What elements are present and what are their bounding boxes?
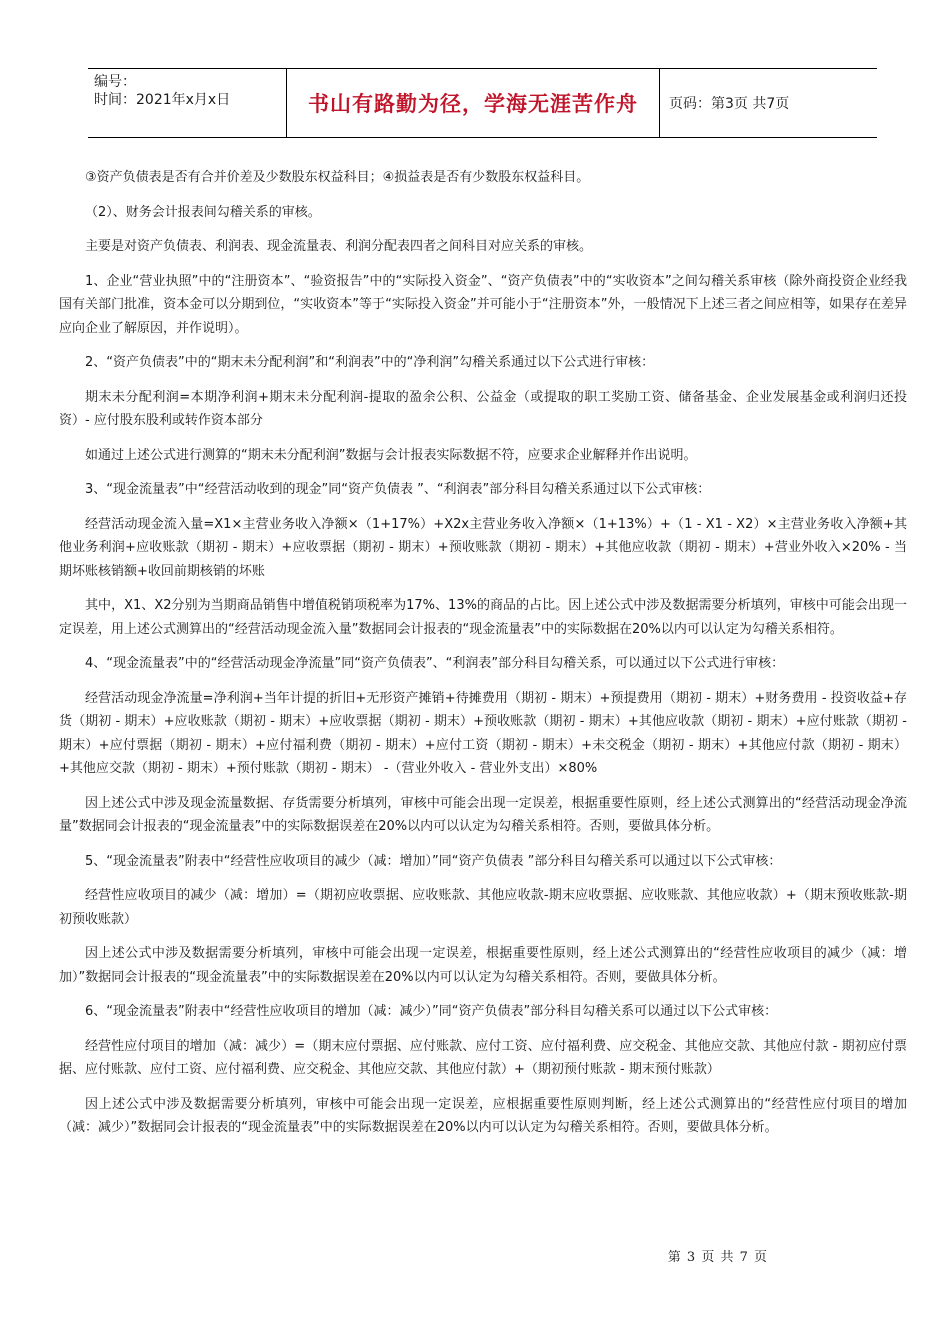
page-footer: 第 3 页 共 7 页 [667,1250,768,1265]
paragraph: 6、“现金流量表”附表中“经营性应收项目的增加（减：减少）”同“资产负债表”部分科目勾稽关系可以通过以下公式审核： [85,1004,778,1019]
header-page-code: 页码：第3页 共7页 [669,96,790,112]
paragraph: 经营活动现金净流量=净利润+当年计提的折旧+无形资产摊销+待摊费用（期初 - 期末）+预提费用（期初 - 期末）+财务费用 - 投资收益+存货（期初 - 期末）+应收账款（期初 - 期末）+应收票据（期初 - 期末）+预收账款（期初 - 期末）+其他应收款（期初 - 期末）+应付账款（期初 - 期末）+应付票据（期初 - 期末）+应付福利费（期初 - 期末）+应付工资（期初 - 期末）+未交税金（期初 - 期末）+其他应付款（期初 - 期末）+其他应交款（期初 - 期末）+预付账款（期初 - 期末） -（营业外收入 - 营业外支出）×80% [59,690,907,776]
paragraph: 因上述公式中涉及数据需要分析填列，审核中可能会出现一定误差，应根据重要性原则判断，经上述公式测算出的“经营性应付项目的增加（减：减少）”数据同会计报表的“现金流量表”中的实际数据误差在20%以内可以认定为勾稽关系相符。否则，要做具体分析。 [59,1096,907,1135]
paragraph: （2）、财务会计报表间勾稽关系的审核。 [85,204,321,220]
paragraph: 如通过上述公式进行测算的“期末未分配利润”数据与会计报表实际数据不符，应要求企业解释并作出说明。 [85,447,697,463]
paragraph: 4、“现金流量表”中的“经营活动现金净流量”同“资产负债表”、“利润表”部分科目勾稽关系，可以通过以下公式进行审核： [85,656,785,671]
paragraph: 经营性应收项目的减少（减：增加）=（期初应收票据、应收账款、其他应收款-期末应收票据、应收账款、其他应收款）+（期末预收账款-期初预收账款） [59,888,907,927]
paragraph: 1、企业“营业执照”中的“注册资本”、“验资报告”中的“实际投入资金”、“资产负债表”中的“实收资本”之间勾稽关系审核（除外商投资企业经我国有关部门批准，资本金可以分期到位，“实收资本”等于“实际投入资金”并可能小于“注册资本”外，一般情况下上述三者之间应相等，如果存在差异应向企业了解原因，并作说明）。 [59,273,907,336]
page-header [88,68,877,138]
paragraph: 经营性应付项目的增加（减：减少）=（期末应付票据、应付账款、应付工资、应付福利费、应交税金、其他应交款、其他应付款 - 期初应付票据、应付账款、应付工资、应付福利费、应交税金、其他应交款、其他应付款）+（期初预付账款 - 期末预付账款） [59,1038,907,1077]
header-meta-cell [88,69,287,137]
paragraph: 5、“现金流量表”附表中“经营性应收项目的减少（减：增加）”同“资产负债表 ”部分科目勾稽关系可以通过以下公式审核： [85,853,782,869]
document-time-label: 时间：2021年x月x日 [94,92,231,108]
header-motto-cell [287,69,660,137]
paragraph: 主要是对资产负债表、利润表、现金流量表、利润分配表四者之间科目对应关系的审核。 [85,239,593,254]
header-page-cell [661,69,877,137]
paragraph: 其中，X1、X2分别为当期商品销售中增值税销项税率为17%、13%的商品的占比。因上述公式中涉及数据需要分析填列，审核中可能会出现一定误差，用上述公式测算出的“经营活动现金流入量”数据同会计报表的“现金流量表”中的实际数据在20%以内可以认定为勾稽关系相符。 [59,598,907,637]
paragraph: 因上述公式中涉及现金流量数据、存货需要分析填列，审核中可能会出现一定误差，根据重要性原则，经上述公式测算出的“经营活动现金净流量”数据同会计报表的“现金流量表”中的实际数据误差在20%以内可以认定为勾稽关系相符。否则，要做具体分析。 [59,795,907,834]
document-number-label: 编号： [94,74,136,90]
paragraph: 经营活动现金流入量=X1×主营业务收入净额×（1+17%）+X2x主营业务收入净额×（1+13%）+（1 - X1 - X2）×主营业务收入净额+其他业务利润+应收账款（期初 - 期末）+应收票据（期初 - 期末）+预收账款（期初 - 期末）+其他应收款（期初 - 期末）+营业外收入×20% - 当期坏账核销额+收回前期核销的坏账 [59,516,907,579]
paragraph: 2、“资产负债表”中的“期末未分配利润”和“利润表”中的“净利润”勾稽关系通过以下公式进行审核： [85,355,655,370]
paragraph: ③资产负债表是否有合并价差及少数股东权益科目；④损益表是否有少数股东权益科目。 [85,170,590,185]
paragraph: 3、“现金流量表”中“经营活动收到的现金”同“资产负债表 ”、“利润表”部分科目勾稽关系通过以下公式审核： [85,482,711,497]
document-body [59,166,907,1151]
paragraph: 因上述公式中涉及数据需要分析填列，审核中可能会出现一定误差，根据重要性原则，经上述公式测算出的“经营性应收项目的减少（减：增加）”数据同会计报表的“现金流量表”中的实际数据误差在20%以内可以认定为勾稽关系相符。否则，要做具体分析。 [59,946,907,985]
header-motto: 书山有路勤为径，学海无涯苦作舟 [308,91,638,116]
paragraph: 期末未分配利润=本期净利润+期末未分配利润-提取的盈余公积、公益金（或提取的职工奖励工资、储备基金、企业发展基金或利润归还投资）- 应付股东股利或转作资本部分 [59,389,907,428]
